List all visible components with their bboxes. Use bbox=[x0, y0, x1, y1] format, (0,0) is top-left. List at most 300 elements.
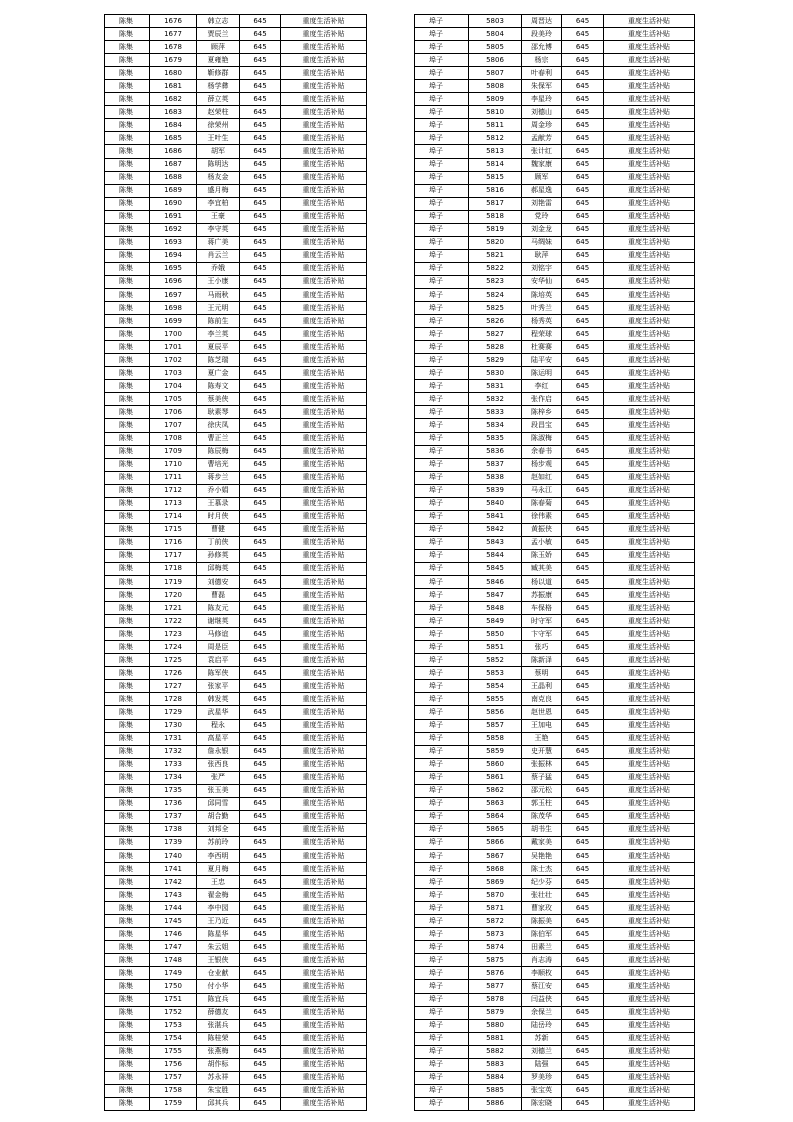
name-cell: 周晋达 bbox=[522, 15, 562, 28]
amount-cell: 645 bbox=[562, 1071, 604, 1084]
name-cell: 李兰英 bbox=[197, 328, 240, 341]
amount-cell: 645 bbox=[240, 406, 281, 419]
table-row bbox=[105, 275, 367, 288]
table-row bbox=[415, 576, 695, 589]
number-cell: 1698 bbox=[150, 302, 197, 315]
table-row bbox=[105, 628, 367, 641]
town-cell: 陈集 bbox=[105, 967, 150, 980]
amount-cell: 645 bbox=[562, 693, 604, 706]
town-cell: 埠子 bbox=[415, 628, 469, 641]
town-cell: 陈集 bbox=[105, 93, 150, 106]
table-row bbox=[415, 497, 695, 510]
town-cell: 陈集 bbox=[105, 928, 150, 941]
name-cell: 叶春利 bbox=[522, 67, 562, 80]
amount-cell: 645 bbox=[562, 941, 604, 954]
name-cell: 陈伯军 bbox=[522, 928, 562, 941]
amount-cell: 645 bbox=[562, 41, 604, 54]
name-cell: 马雨秋 bbox=[197, 288, 240, 301]
name-cell: 蔡江安 bbox=[522, 980, 562, 993]
amount-cell: 645 bbox=[562, 602, 604, 615]
town-cell: 陈集 bbox=[105, 328, 150, 341]
table-row bbox=[415, 236, 695, 249]
amount-cell: 645 bbox=[240, 1097, 281, 1110]
name-cell: 胡合勤 bbox=[197, 810, 240, 823]
subsidy-type-cell: 重度生活补贴 bbox=[281, 902, 367, 915]
town-cell: 陈集 bbox=[105, 445, 150, 458]
name-cell: 武星华 bbox=[197, 706, 240, 719]
amount-cell: 645 bbox=[562, 249, 604, 262]
amount-cell: 645 bbox=[240, 67, 281, 80]
town-cell: 陈集 bbox=[105, 288, 150, 301]
name-cell: 王豪 bbox=[197, 210, 240, 223]
amount-cell: 645 bbox=[562, 628, 604, 641]
town-cell: 陈集 bbox=[105, 471, 150, 484]
town-cell: 埠子 bbox=[415, 1071, 469, 1084]
town-cell: 陈集 bbox=[105, 745, 150, 758]
town-cell: 陈集 bbox=[105, 380, 150, 393]
table-row bbox=[105, 328, 367, 341]
number-cell: 5880 bbox=[469, 1019, 522, 1032]
subsidy-type-cell: 重度生活补贴 bbox=[281, 1071, 367, 1084]
subsidy-type-cell: 重度生活补贴 bbox=[281, 915, 367, 928]
amount-cell: 645 bbox=[562, 758, 604, 771]
town-cell: 埠子 bbox=[415, 171, 469, 184]
subsidy-type-cell: 重度生活补贴 bbox=[604, 810, 695, 823]
amount-cell: 645 bbox=[562, 184, 604, 197]
number-cell: 1720 bbox=[150, 589, 197, 602]
subsidy-type-cell: 重度生活补贴 bbox=[604, 315, 695, 328]
number-cell: 5865 bbox=[469, 823, 522, 836]
table-row bbox=[105, 380, 367, 393]
amount-cell: 645 bbox=[240, 1019, 281, 1032]
amount-cell: 645 bbox=[562, 1058, 604, 1071]
town-cell: 陈集 bbox=[105, 458, 150, 471]
subsidy-type-cell: 重度生活补贴 bbox=[281, 354, 367, 367]
table-row bbox=[105, 93, 367, 106]
table-row bbox=[415, 93, 695, 106]
amount-cell: 645 bbox=[562, 432, 604, 445]
table-row bbox=[415, 1019, 695, 1032]
number-cell: 5854 bbox=[469, 680, 522, 693]
table-row bbox=[415, 654, 695, 667]
subsidy-type-cell: 重度生活补贴 bbox=[281, 797, 367, 810]
name-cell: 周是臣 bbox=[197, 641, 240, 654]
name-cell: 陈运明 bbox=[522, 367, 562, 380]
number-cell: 1756 bbox=[150, 1058, 197, 1071]
town-cell: 陈集 bbox=[105, 132, 150, 145]
name-cell: 罗美珍 bbox=[522, 1071, 562, 1084]
number-cell: 1692 bbox=[150, 223, 197, 236]
table-row bbox=[105, 771, 367, 784]
name-cell: 余保兰 bbox=[522, 1006, 562, 1019]
subsidy-type-cell: 重度生活补贴 bbox=[281, 1045, 367, 1058]
name-cell: 段昌宝 bbox=[522, 419, 562, 432]
table-row bbox=[105, 132, 367, 145]
subsidy-type-cell: 重度生活补贴 bbox=[604, 576, 695, 589]
town-cell: 陈集 bbox=[105, 419, 150, 432]
table-row bbox=[415, 876, 695, 889]
town-cell: 埠子 bbox=[415, 993, 469, 1006]
subsidy-type-cell: 重度生活补贴 bbox=[281, 197, 367, 210]
name-cell: 陈宜兵 bbox=[197, 993, 240, 1006]
number-cell: 5886 bbox=[469, 1097, 522, 1110]
number-cell: 5870 bbox=[469, 889, 522, 902]
name-cell: 杜赛赛 bbox=[522, 341, 562, 354]
number-cell: 5831 bbox=[469, 380, 522, 393]
table-row bbox=[415, 406, 695, 419]
town-cell: 陈集 bbox=[105, 393, 150, 406]
amount-cell: 645 bbox=[240, 432, 281, 445]
table-row bbox=[415, 419, 695, 432]
number-cell: 1723 bbox=[150, 628, 197, 641]
town-cell: 陈集 bbox=[105, 158, 150, 171]
number-cell: 5839 bbox=[469, 484, 522, 497]
name-cell: 张计红 bbox=[522, 145, 562, 158]
subsidy-type-cell: 重度生活补贴 bbox=[604, 184, 695, 197]
subsidy-type-cell: 重度生活补贴 bbox=[604, 328, 695, 341]
name-cell: 李星玲 bbox=[522, 93, 562, 106]
name-cell: 杨友金 bbox=[197, 171, 240, 184]
subsidy-type-cell: 重度生活补贴 bbox=[281, 15, 367, 28]
town-cell: 陈集 bbox=[105, 1071, 150, 1084]
town-cell: 埠子 bbox=[415, 954, 469, 967]
number-cell: 1687 bbox=[150, 158, 197, 171]
table-row bbox=[415, 249, 695, 262]
table-row bbox=[105, 210, 367, 223]
table-row bbox=[415, 510, 695, 523]
table-row bbox=[105, 549, 367, 562]
table-row bbox=[415, 797, 695, 810]
table-row bbox=[415, 275, 695, 288]
subsidy-type-cell: 重度生活补贴 bbox=[604, 302, 695, 315]
table-row bbox=[105, 719, 367, 732]
left-table-body bbox=[105, 15, 367, 1111]
town-cell: 埠子 bbox=[415, 380, 469, 393]
name-cell: 黄振侠 bbox=[522, 523, 562, 536]
amount-cell: 645 bbox=[240, 1006, 281, 1019]
table-row bbox=[105, 1045, 367, 1058]
name-cell: 丁前侠 bbox=[197, 536, 240, 549]
number-cell: 1689 bbox=[150, 184, 197, 197]
town-cell: 埠子 bbox=[415, 719, 469, 732]
number-cell: 1725 bbox=[150, 654, 197, 667]
town-cell: 埠子 bbox=[415, 484, 469, 497]
name-cell: 胡书生 bbox=[522, 823, 562, 836]
name-cell: 曹家玫 bbox=[522, 902, 562, 915]
number-cell: 5827 bbox=[469, 328, 522, 341]
subsidy-type-cell: 重度生活补贴 bbox=[604, 967, 695, 980]
name-cell: 赵如红 bbox=[522, 471, 562, 484]
number-cell: 1727 bbox=[150, 680, 197, 693]
amount-cell: 645 bbox=[240, 745, 281, 758]
subsidy-type-cell: 重度生活补贴 bbox=[281, 28, 367, 41]
table-row bbox=[415, 810, 695, 823]
amount-cell: 645 bbox=[240, 171, 281, 184]
name-cell: 薛立英 bbox=[197, 93, 240, 106]
table-row bbox=[105, 223, 367, 236]
amount-cell: 645 bbox=[240, 549, 281, 562]
amount-cell: 645 bbox=[240, 445, 281, 458]
number-cell: 1731 bbox=[150, 732, 197, 745]
number-cell: 5826 bbox=[469, 315, 522, 328]
town-cell: 埠子 bbox=[415, 1019, 469, 1032]
name-cell: 张湛兵 bbox=[197, 1019, 240, 1032]
name-cell: 靳修群 bbox=[197, 67, 240, 80]
table-row bbox=[415, 719, 695, 732]
subsidy-type-cell: 重度生活补贴 bbox=[281, 275, 367, 288]
number-cell: 1686 bbox=[150, 145, 197, 158]
table-row bbox=[415, 628, 695, 641]
table-row bbox=[105, 850, 367, 863]
amount-cell: 645 bbox=[240, 497, 281, 510]
amount-cell: 645 bbox=[240, 889, 281, 902]
amount-cell: 645 bbox=[240, 471, 281, 484]
name-cell: 史开慧 bbox=[522, 745, 562, 758]
table-row bbox=[415, 863, 695, 876]
subsidy-type-cell: 重度生活补贴 bbox=[604, 393, 695, 406]
name-cell: 蒋步兰 bbox=[197, 471, 240, 484]
amount-cell: 645 bbox=[562, 576, 604, 589]
number-cell: 1747 bbox=[150, 941, 197, 954]
amount-cell: 645 bbox=[240, 1058, 281, 1071]
table-row bbox=[415, 106, 695, 119]
number-cell: 5859 bbox=[469, 745, 522, 758]
amount-cell: 645 bbox=[240, 876, 281, 889]
table-row bbox=[415, 836, 695, 849]
town-cell: 埠子 bbox=[415, 158, 469, 171]
number-cell: 1739 bbox=[150, 836, 197, 849]
amount-cell: 645 bbox=[562, 863, 604, 876]
number-cell: 1697 bbox=[150, 288, 197, 301]
amount-cell: 645 bbox=[240, 928, 281, 941]
subsidy-type-cell: 重度生活补贴 bbox=[604, 380, 695, 393]
name-cell: 王银侠 bbox=[197, 954, 240, 967]
town-cell: 陈集 bbox=[105, 823, 150, 836]
amount-cell: 645 bbox=[240, 902, 281, 915]
name-cell: 刘邦全 bbox=[197, 823, 240, 836]
amount-cell: 645 bbox=[240, 484, 281, 497]
amount-cell: 645 bbox=[240, 28, 281, 41]
table-row bbox=[105, 797, 367, 810]
subsidy-type-cell: 重度生活补贴 bbox=[281, 589, 367, 602]
number-cell: 1749 bbox=[150, 967, 197, 980]
subsidy-type-cell: 重度生活补贴 bbox=[604, 80, 695, 93]
amount-cell: 645 bbox=[240, 1071, 281, 1084]
subsidy-type-cell: 重度生活补贴 bbox=[281, 315, 367, 328]
number-cell: 5846 bbox=[469, 576, 522, 589]
name-cell: 耿素琴 bbox=[197, 406, 240, 419]
amount-cell: 645 bbox=[240, 823, 281, 836]
subsidy-type-cell: 重度生活补贴 bbox=[604, 719, 695, 732]
table-row bbox=[415, 315, 695, 328]
name-cell: 周金珍 bbox=[522, 119, 562, 132]
subsidy-type-cell: 重度生活补贴 bbox=[604, 145, 695, 158]
town-cell: 陈集 bbox=[105, 602, 150, 615]
number-cell: 5882 bbox=[469, 1045, 522, 1058]
table-row bbox=[415, 602, 695, 615]
subsidy-type-cell: 重度生活补贴 bbox=[604, 589, 695, 602]
number-cell: 5853 bbox=[469, 667, 522, 680]
name-cell: 马绸妹 bbox=[522, 236, 562, 249]
table-row bbox=[415, 1071, 695, 1084]
name-cell: 时守军 bbox=[522, 615, 562, 628]
subsidy-type-cell: 重度生活补贴 bbox=[604, 1058, 695, 1071]
number-cell: 5849 bbox=[469, 615, 522, 628]
town-cell: 埠子 bbox=[415, 471, 469, 484]
name-cell: 邱梅英 bbox=[197, 562, 240, 575]
table-row bbox=[105, 562, 367, 575]
town-cell: 埠子 bbox=[415, 1084, 469, 1097]
name-cell: 陈淑梅 bbox=[522, 432, 562, 445]
table-row bbox=[415, 823, 695, 836]
table-row bbox=[105, 928, 367, 941]
table-row bbox=[415, 954, 695, 967]
table-row bbox=[415, 119, 695, 132]
number-cell: 1680 bbox=[150, 67, 197, 80]
name-cell: 薛德友 bbox=[197, 1006, 240, 1019]
subsidy-type-cell: 重度生活补贴 bbox=[281, 158, 367, 171]
town-cell: 陈集 bbox=[105, 680, 150, 693]
subsidy-type-cell: 重度生活补贴 bbox=[604, 693, 695, 706]
subsidy-type-cell: 重度生活补贴 bbox=[604, 745, 695, 758]
table-row bbox=[105, 119, 367, 132]
town-cell: 陈集 bbox=[105, 510, 150, 523]
subsidy-type-cell: 重度生活补贴 bbox=[281, 1058, 367, 1071]
subsidy-type-cell: 重度生活补贴 bbox=[281, 667, 367, 680]
right-table-body bbox=[415, 15, 695, 1111]
amount-cell: 645 bbox=[562, 106, 604, 119]
name-cell: 王忠 bbox=[197, 876, 240, 889]
amount-cell: 645 bbox=[240, 654, 281, 667]
subsidy-type-cell: 重度生活补贴 bbox=[281, 132, 367, 145]
subsidy-type-cell: 重度生活补贴 bbox=[604, 980, 695, 993]
table-row bbox=[415, 941, 695, 954]
number-cell: 5806 bbox=[469, 54, 522, 67]
name-cell: 陆强 bbox=[522, 1058, 562, 1071]
table-row bbox=[105, 145, 367, 158]
amount-cell: 645 bbox=[562, 315, 604, 328]
name-cell: 陈明达 bbox=[197, 158, 240, 171]
amount-cell: 645 bbox=[240, 954, 281, 967]
table-row bbox=[105, 445, 367, 458]
town-cell: 陈集 bbox=[105, 1032, 150, 1045]
name-cell: 陈星华 bbox=[197, 928, 240, 941]
number-cell: 1758 bbox=[150, 1084, 197, 1097]
subsidy-type-cell: 重度生活补贴 bbox=[604, 758, 695, 771]
town-cell: 埠子 bbox=[415, 275, 469, 288]
number-cell: 1748 bbox=[150, 954, 197, 967]
amount-cell: 645 bbox=[240, 706, 281, 719]
town-cell: 陈集 bbox=[105, 784, 150, 797]
town-cell: 陈集 bbox=[105, 576, 150, 589]
name-cell: 曹健 bbox=[197, 523, 240, 536]
table-row bbox=[105, 1006, 367, 1019]
town-cell: 埠子 bbox=[415, 1097, 469, 1110]
number-cell: 5840 bbox=[469, 497, 522, 510]
number-cell: 1682 bbox=[150, 93, 197, 106]
table-row bbox=[415, 15, 695, 28]
town-cell: 埠子 bbox=[415, 145, 469, 158]
name-cell: 夏广金 bbox=[197, 367, 240, 380]
number-cell: 5879 bbox=[469, 1006, 522, 1019]
subsidy-type-cell: 重度生活补贴 bbox=[281, 106, 367, 119]
name-cell: 蔡子猛 bbox=[522, 771, 562, 784]
amount-cell: 645 bbox=[562, 1045, 604, 1058]
subsidy-type-cell: 重度生活补贴 bbox=[281, 249, 367, 262]
number-cell: 5842 bbox=[469, 523, 522, 536]
table-row bbox=[105, 171, 367, 184]
town-cell: 陈集 bbox=[105, 497, 150, 510]
table-row bbox=[415, 262, 695, 275]
table-row bbox=[415, 1032, 695, 1045]
number-cell: 5811 bbox=[469, 119, 522, 132]
number-cell: 5812 bbox=[469, 132, 522, 145]
town-cell: 陈集 bbox=[105, 915, 150, 928]
table-row bbox=[415, 732, 695, 745]
subsidy-type-cell: 重度生活补贴 bbox=[604, 1045, 695, 1058]
number-cell: 5838 bbox=[469, 471, 522, 484]
table-row bbox=[415, 1084, 695, 1097]
number-cell: 1681 bbox=[150, 80, 197, 93]
table-row bbox=[105, 471, 367, 484]
table-row bbox=[415, 28, 695, 41]
town-cell: 埠子 bbox=[415, 967, 469, 980]
amount-cell: 645 bbox=[562, 54, 604, 67]
amount-cell: 645 bbox=[562, 771, 604, 784]
name-cell: 夏月梅 bbox=[197, 863, 240, 876]
number-cell: 1706 bbox=[150, 406, 197, 419]
town-cell: 埠子 bbox=[415, 562, 469, 575]
name-cell: 余春书 bbox=[522, 445, 562, 458]
name-cell: 徐伟素 bbox=[522, 510, 562, 523]
number-cell: 5871 bbox=[469, 902, 522, 915]
town-cell: 陈集 bbox=[105, 706, 150, 719]
table-row bbox=[105, 784, 367, 797]
amount-cell: 645 bbox=[240, 315, 281, 328]
amount-cell: 645 bbox=[562, 641, 604, 654]
subsidy-type-cell: 重度生活补贴 bbox=[281, 471, 367, 484]
subsidy-type-cell: 重度生活补贴 bbox=[281, 654, 367, 667]
amount-cell: 645 bbox=[562, 915, 604, 928]
town-cell: 埠子 bbox=[415, 928, 469, 941]
name-cell: 肖志涛 bbox=[522, 954, 562, 967]
subsidy-type-cell: 重度生活补贴 bbox=[604, 784, 695, 797]
number-cell: 1724 bbox=[150, 641, 197, 654]
number-cell: 5857 bbox=[469, 719, 522, 732]
table-row bbox=[105, 863, 367, 876]
number-cell: 1730 bbox=[150, 719, 197, 732]
number-cell: 1714 bbox=[150, 510, 197, 523]
amount-cell: 645 bbox=[562, 784, 604, 797]
number-cell: 5820 bbox=[469, 236, 522, 249]
name-cell: 陈前生 bbox=[197, 315, 240, 328]
number-cell: 1709 bbox=[150, 445, 197, 458]
subsidy-type-cell: 重度生活补贴 bbox=[281, 432, 367, 445]
table-row bbox=[105, 654, 367, 667]
number-cell: 1696 bbox=[150, 275, 197, 288]
town-cell: 埠子 bbox=[415, 1045, 469, 1058]
name-cell: 谢继英 bbox=[197, 615, 240, 628]
table-row bbox=[105, 249, 367, 262]
number-cell: 5807 bbox=[469, 67, 522, 80]
number-cell: 5852 bbox=[469, 654, 522, 667]
subsidy-type-cell: 重度生活补贴 bbox=[604, 158, 695, 171]
subsidy-type-cell: 重度生活补贴 bbox=[604, 236, 695, 249]
town-cell: 埠子 bbox=[415, 106, 469, 119]
town-cell: 陈集 bbox=[105, 28, 150, 41]
town-cell: 埠子 bbox=[415, 784, 469, 797]
table-row bbox=[415, 445, 695, 458]
